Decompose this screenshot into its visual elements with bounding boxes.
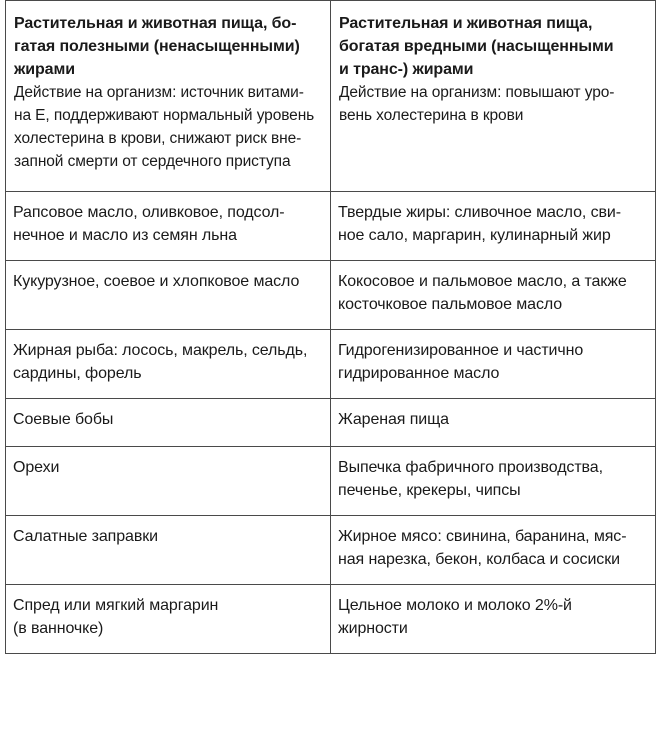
table-row [6,516,656,585]
table-row [6,330,656,399]
cell-line: Жареная пища [338,411,449,428]
cell-line: печенье, крекеры, чипсы [338,482,521,499]
header-title-line: и транс-) жирами [339,61,474,78]
cell-line: Выпечка фабричного производства, [338,459,603,476]
healthy-food-cell [6,192,331,261]
header-title-line: гатая полезными (ненасыщенными) [14,38,300,55]
table-row [6,399,656,447]
table-row [6,261,656,330]
table-row [6,192,656,261]
healthy-food-cell [6,261,331,330]
header-title-line: Растительная и животная пища, [339,15,593,32]
header-desc-line: на Е, поддерживают нормальный уровень [14,107,315,124]
cell-line: (в ванночке) [13,620,104,637]
harmful-food-cell [331,516,656,585]
header-cell-healthy-fats [6,1,331,192]
healthy-food-cell [6,516,331,585]
cell-line: Спред или мягкий маргарин [13,597,219,614]
table-row [6,585,656,654]
table-header-row [6,1,656,192]
cell-line: Жирное мясо: свинина, баранина, мяс- [338,528,627,545]
cell-line: Кукурузное, соевое и хлопковое масло [13,273,300,290]
healthy-food-cell [6,330,331,399]
header-desc-line: запной смерти от сердечного приступа [14,153,291,170]
healthy-food-cell [6,447,331,516]
header-title-line: жирами [14,61,75,78]
cell-line: косточковое пальмовое масло [338,296,563,313]
cell-line: Салатные заправки [13,528,158,545]
cell-line: Жирная рыба: лосось, макрель, сельдь, [13,342,308,359]
header-description-harmful [339,81,647,127]
header-title-harmful [339,12,647,81]
cell-line: ная нарезка, бекон, колбаса и сосиски [338,551,620,568]
healthy-food-cell [6,585,331,654]
harmful-food-cell [331,447,656,516]
header-title-line: Растительная и животная пища, бо- [14,15,297,32]
cell-line: гидрированное масло [338,365,500,382]
cell-line: Орехи [13,459,60,476]
header-desc-line: холестерина в крови, снижают риск вне- [14,130,302,147]
table-row [6,447,656,516]
harmful-food-cell [331,261,656,330]
cell-line: нечное и масло из семян льна [13,227,237,244]
fats-comparison-table [5,0,656,654]
header-title-healthy [14,12,322,81]
harmful-food-cell [331,192,656,261]
cell-line: жирности [338,620,408,637]
header-desc-line: Действие на организм: источник витами- [14,84,304,101]
header-description-healthy [14,81,322,173]
header-desc-line: вень холестерина в крови [339,107,524,124]
cell-line: Рапсовое масло, оливковое, подсол- [13,204,285,221]
cell-line: ное сало, маргарин, кулинарный жир [338,227,611,244]
cell-line: сардины, форель [13,365,142,382]
header-cell-harmful-fats [331,1,656,192]
harmful-food-cell [331,330,656,399]
cell-line: Гидрогенизированное и частично [338,342,584,359]
cell-line: Соевые бобы [13,411,114,428]
harmful-food-cell [331,585,656,654]
cell-line: Твердые жиры: сливочное масло, сви- [338,204,621,221]
header-desc-line: Действие на организм: повышают уро- [339,84,615,101]
healthy-food-cell [6,399,331,447]
header-title-line: богатая вредными (насыщенными [339,38,614,55]
cell-line: Кокосовое и пальмовое масло, а также [338,273,627,290]
cell-line: Цельное молоко и молоко 2%-й [338,597,572,614]
harmful-food-cell [331,399,656,447]
